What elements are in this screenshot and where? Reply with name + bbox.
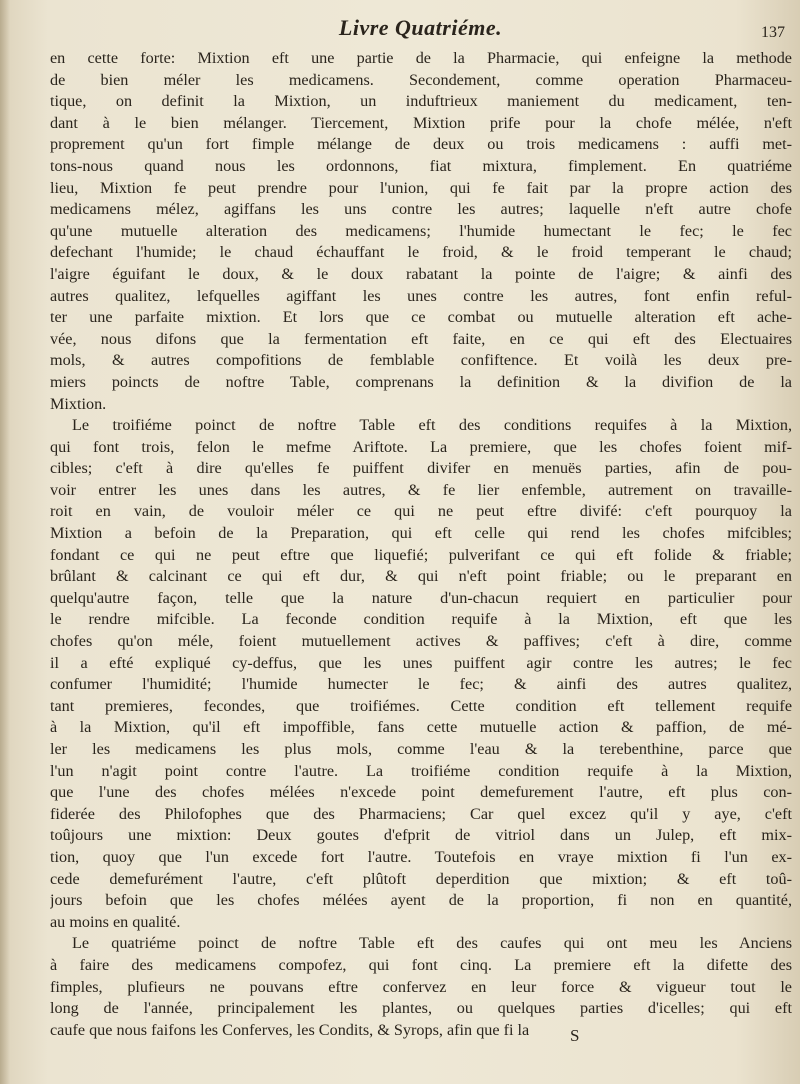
- text-line: long de l'année, principalement les plantes, ou quelques parties d'icelles; qui eft: [50, 999, 792, 1018]
- text-line: l'un n'agit point contre l'autre. La troifiéme condition requife à la Mixtion,: [50, 761, 792, 780]
- text-line: quelqu'autre façon, telle que la nature d'un-chacun requiert en particulier pour: [50, 588, 792, 607]
- text-line: ler les medicamens les plus mols, comme l'eau & la terebenthine, parce que: [50, 740, 792, 758]
- text-line: Mixtion.: [50, 394, 107, 413]
- text-line: qu'une mutuelle alteration des medicamens; l'humide humectant le fec; le fec: [50, 221, 792, 240]
- signature-mark: S: [570, 1026, 580, 1045]
- text-line: roit en vain, de vouloir méler ce qui ne peut eftre divifé: c'eft pourquoy la: [50, 502, 792, 521]
- text-line: lieu, Mixtion fe peut prendre pour l'union, qui fe fait par la propre action des: [50, 178, 792, 197]
- text-line: miers poincts de noftre Table, comprenans la definition & la divifion de la: [50, 372, 792, 391]
- text-line: vée, nous difons que la fermentation eft faite, en ce qui eft des Electuaires: [50, 329, 792, 348]
- text-line: autres qualitez, lefquelles agiffant les unes contre les autres, font enfin reful-: [50, 286, 792, 305]
- text-line: tique, on definit la Mixtion, un induftrieux maniement du medicament, ten-: [50, 92, 792, 111]
- text-line: fiderée des Philofophes que des Pharmaciens; Car quel excez qu'il y aye, c'eft: [50, 804, 792, 823]
- text-line: tons-nous quand nous les ordonnons, fiat mixtura, fimplement. En quatriéme: [50, 156, 792, 175]
- page-header: [48, 8, 793, 44]
- text-line: toûjours une mixtion: Deux goutes d'efprit de vitriol dans un Julep, eft mix-: [50, 826, 792, 845]
- text-line: tant premieres, fecondes, que troifiémes. Cette condition eft tellement requife: [50, 696, 792, 715]
- text-line: cibles; c'eft à dire qu'elles fe puiffent divifer en menuës parties, afin de pou-: [50, 459, 792, 478]
- text-line: proprement qu'un fort fimple mélange de deux ou trois medicamens : auffi met-: [50, 135, 792, 154]
- page-number: 137: [761, 24, 785, 41]
- text-line: en cette forte: Mixtion eft une partie de la Pharmacie, qui enfeigne la methode: [50, 49, 792, 67]
- text-line: caufe que nous faifons les Conferves, les Condits, & Syrops, afin que fi la: [50, 1020, 530, 1039]
- text-line: qui font trois, felon le mefme Ariftote. La premiere, que les chofes foient mif-: [50, 437, 792, 456]
- text-line: tion, quoy que l'un excede fort l'autre. Toutefois en vraye mixtion fi l'un ex-: [50, 847, 792, 866]
- text-line: à la Mixtion, qu'il eft impoffible, fans cette mutuelle action & paffion, de mé-: [50, 718, 792, 737]
- text-line: medicamens mélez, agiffans les uns contre les autres; laquelle n'eft autre chofe: [50, 200, 792, 219]
- text-line: au moins en qualité.: [50, 912, 181, 931]
- text-line: que l'une des chofes mélées n'excede point demefurement l'autre, eft plus con-: [50, 783, 792, 802]
- text-line: ter une parfaite mixtion. Et lors que ce combat ou mutuelle alteration eft ache-: [50, 308, 792, 327]
- text-line: confumer l'humidité; l'humide humecter le fec; & ainfi des autres qualitez,: [50, 675, 792, 694]
- body-text: [50, 48, 792, 1041]
- text-line: brûlant & calcinant ce qui eft dur, & qui n'eft point friable; ou le preparant en: [50, 567, 792, 586]
- text-line: il a efté expliqué cy-deffus, que les unes puiffent agir contre les autres; le fec: [50, 653, 792, 672]
- text-line: de bien méler les medicamens. Secondement, comme operation Pharmaceu-: [50, 70, 792, 89]
- text-line: l'aigre éguifant le doux, & le doux rabatant la pointe de l'aigre; & ainfi des: [50, 264, 792, 283]
- running-title: Livre Quatriéme.: [338, 15, 503, 40]
- text-line: dant à le bien mélanger. Tiercement, Mixtion prife pour la chofe mélée, n'eft: [50, 113, 792, 132]
- text-line: Mixtion a befoin de la Preparation, qui eft celle qui rend les chofes mifcibles;: [50, 524, 792, 543]
- binding-shadow: [0, 0, 10, 1084]
- text-line: jours befoin que les chofes mélées ayent de la proportion, fi non en quantité,: [50, 891, 792, 910]
- text-line: voir entrer les unes dans les autres, & fe lier enfemble, autrement on travaille-: [50, 480, 792, 499]
- text-line: mols, & autres compofitions de femblable confiftence. Et voilà les deux pre-: [50, 351, 792, 370]
- text-line: cede demefurément l'autre, c'eft plûtoft deperdition que mixtion; & eft toû-: [50, 869, 792, 888]
- text-line: fondant ce qui ne peut eftre que liquefié; pulverifant ce qui eft folide & friable;: [50, 545, 792, 564]
- text-line: defechant l'humide; le chaud échauffant le froid, & le froid temperant le chaud;: [50, 243, 792, 262]
- text-line: le rendre mifcible. La feconde condition requife à la Mixtion, eft que les: [50, 610, 792, 629]
- text-line: chofes qu'on méle, foient mutuellement actives & paffives; c'eft à dire, comme: [50, 632, 792, 651]
- text-line: Le troifiéme poinct de noftre Table eft des conditions requifes à la Mixtion,: [72, 416, 792, 435]
- text-line: Le quatriéme poinct de noftre Table eft des caufes qui ont meu les Anciens: [72, 934, 792, 953]
- text-line: fimples, plufieurs ne pouvans eftre confervez en leur force & vigueur tout le: [50, 977, 792, 996]
- text-line: à faire des medicamens compofez, qui font cinq. La premiere eft la difette des: [50, 955, 792, 974]
